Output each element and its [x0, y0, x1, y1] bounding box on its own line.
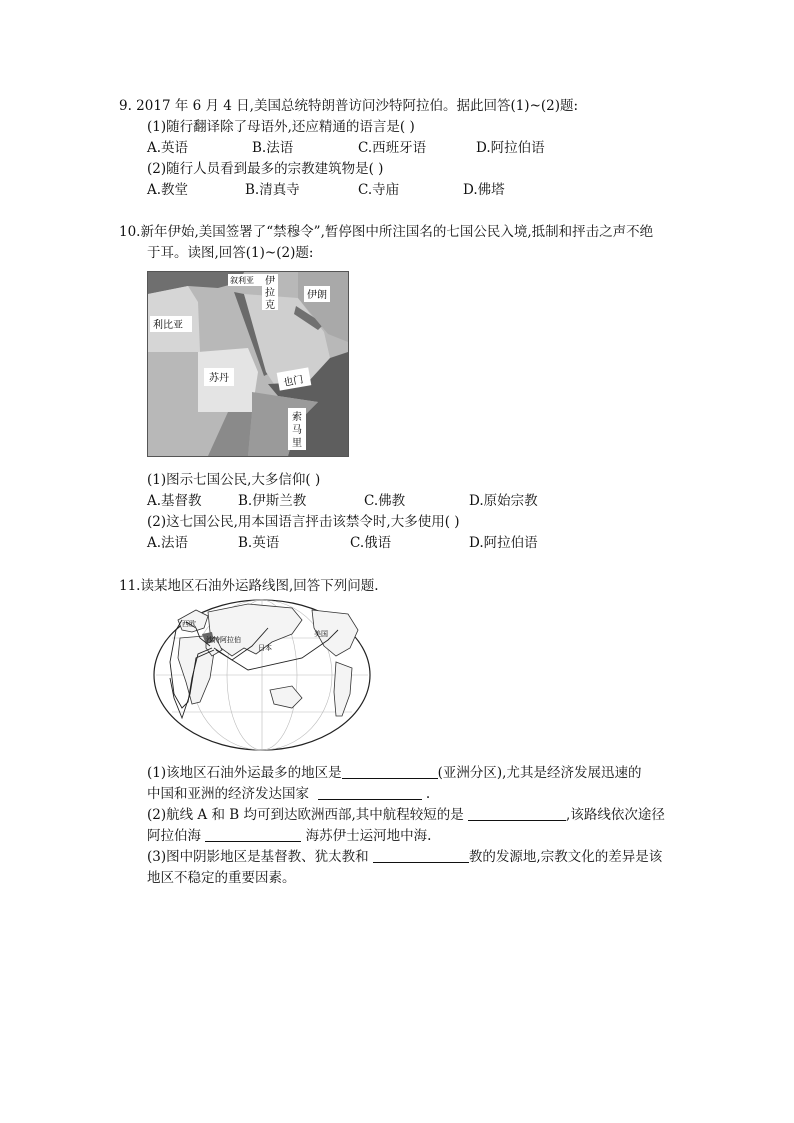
- q11-part1-line1: [147, 764, 641, 782]
- map-label-iraq-1: 伊: [265, 276, 275, 287]
- q11-part3-text-a: (3)图中阴影地区是基督教、犹太教和: [147, 849, 369, 865]
- q9-sub1-option-a[interactable]: A.英语: [147, 140, 189, 156]
- map-label-saudi-arabia: 沙特阿拉伯: [206, 636, 241, 644]
- q10-stem-line1: 10.新年伊始,美国签署了“禁穆令”,暂停图中所注国名的七国公民入境,抵制和抨击之声不绝: [119, 224, 654, 240]
- q9-sub1-option-d[interactable]: D.阿拉伯语: [476, 140, 545, 156]
- map-label-somalia-2: 马: [292, 425, 302, 436]
- q11-part2-line1: [147, 806, 665, 824]
- q10-sub1-option-b[interactable]: B.伊斯兰教: [238, 493, 307, 509]
- q11-answer-blank-1[interactable]: [342, 764, 438, 779]
- oil-route-world-map-svg: [152, 598, 372, 752]
- map-label-west-europe: 西欧: [182, 620, 196, 628]
- q11-part2-line2: [147, 827, 431, 845]
- middle-east-map: [147, 271, 349, 457]
- map-label-somalia-1: 索: [292, 412, 302, 423]
- q9-sub2-option-b[interactable]: B.清真寺: [245, 182, 300, 198]
- q11-part1-line2: [147, 785, 430, 803]
- oil-route-world-map: [152, 598, 372, 752]
- q9-sub2-option-c[interactable]: C.寺庙: [358, 182, 400, 198]
- q11-part2-text-c: 阿拉伯海: [147, 828, 201, 844]
- q10-sub2: (2)这七国公民,用本国语言抨击该禁令时,大多使用( ): [147, 514, 460, 530]
- q9-sub1-option-b[interactable]: B.法语: [252, 140, 294, 156]
- map-label-sudan: 苏丹: [209, 373, 229, 384]
- map-label-iraq-3: 克: [265, 300, 275, 311]
- q10-sub1: (1)图示七国公民,大多信仰( ): [147, 472, 321, 488]
- q11-stem: 11.读某地区石油外运路线图,回答下列问题.: [119, 578, 379, 594]
- q11-answer-blank-3[interactable]: [468, 806, 566, 821]
- q9-sub1-option-c[interactable]: C.西班牙语: [358, 140, 427, 156]
- map-label-japan: 日本: [258, 644, 272, 652]
- q11-part1-text-a: (1)该地区石油外运最多的地区是: [147, 765, 342, 781]
- q11-part1-text-c: 中国和亚洲的经济发达国家: [147, 786, 309, 802]
- map-label-somalia-3: 里: [292, 438, 302, 449]
- q11-answer-blank-4[interactable]: [205, 827, 301, 842]
- q11-part1-text-d: .: [425, 786, 431, 802]
- q11-part2-text-d: 海苏伊士运河地中海.: [305, 828, 432, 844]
- q10-sub2-option-c[interactable]: C.俄语: [350, 535, 392, 551]
- q10-sub1-option-d[interactable]: D.原始宗教: [469, 493, 538, 509]
- map-label-usa: 美国: [314, 630, 328, 638]
- q9-sub2-option-a[interactable]: A.教堂: [147, 182, 189, 198]
- map-label-iraq-2: 拉: [265, 288, 275, 299]
- q10-sub2-option-b[interactable]: B.英语: [238, 535, 280, 551]
- q9-sub1: (1)随行翻译除了母语外,还应精通的语言是( ): [147, 119, 415, 135]
- q10-stem-line2: 于耳。读图,回答(1)~(2)题:: [147, 245, 314, 261]
- map-label-yemen: 也门: [282, 374, 305, 389]
- q11-part3-text-b: 教的发源地,宗教文化的差异是该: [468, 849, 663, 865]
- middle-east-map-svg: [148, 272, 348, 456]
- q10-sub1-option-c[interactable]: C.佛教: [364, 493, 406, 509]
- q10-sub1-option-a[interactable]: A.基督教: [147, 493, 202, 509]
- q11-answer-blank-2[interactable]: [318, 785, 422, 800]
- q10-sub2-option-d[interactable]: D.阿拉伯语: [469, 535, 538, 551]
- q11-part3-line1: [147, 848, 662, 866]
- map-label-iran: 伊朗: [307, 290, 327, 301]
- q11-part2-text-b: ,该路线依次途径: [566, 807, 665, 823]
- q11-answer-blank-5[interactable]: [373, 848, 469, 863]
- q10-sub2-option-a[interactable]: A.法语: [147, 535, 189, 551]
- map-label-syria: 叙利亚: [230, 276, 254, 285]
- q11-part3-line2: 地区不稳定的重要因素。: [147, 870, 296, 886]
- q9-sub2: (2)随行人员看到最多的宗教建筑物是( ): [147, 161, 384, 177]
- q9-sub2-option-d[interactable]: D.佛塔: [463, 182, 505, 198]
- q11-part2-text-a: (2)航线 A 和 B 均可到达欧洲西部,其中航程较短的是: [147, 807, 464, 823]
- q9-stem: 9. 2017 年 6 月 4 日,美国总统特朗普访问沙特阿拉伯。据此回答(1)~(2)题:: [119, 98, 579, 114]
- q11-part1-text-b: (亚洲分区),尤其是经济发展迅速的: [437, 765, 642, 781]
- map-label-libya: 利比亚: [153, 320, 183, 331]
